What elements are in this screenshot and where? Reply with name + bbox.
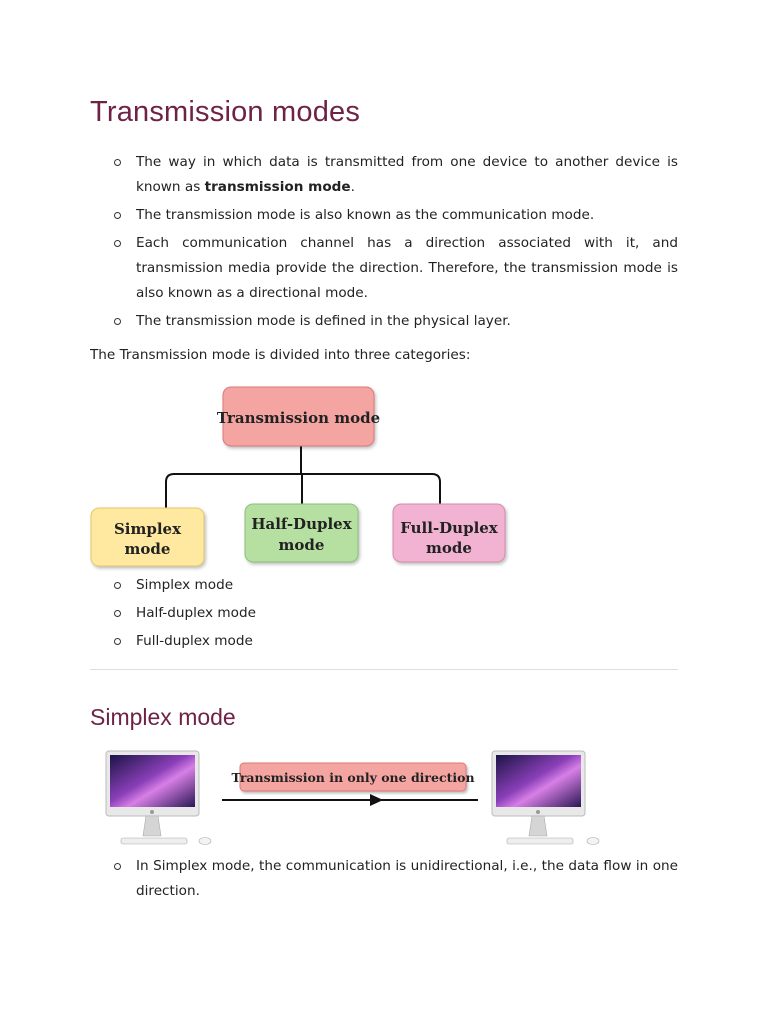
categories-intro: The Transmission mode is divided into three categories:: [90, 347, 471, 363]
sender-computer-icon: [106, 751, 211, 845]
bullet-text: The transmission mode is also known as the communication mode.: [136, 207, 595, 223]
bullet-text-end: .: [350, 179, 355, 195]
bullet-circle-icon: [114, 863, 121, 870]
full-duplex-node-label-1: Full-Duplex: [400, 519, 498, 537]
full-duplex-node-label-2: mode: [426, 539, 472, 557]
half-duplex-node-label-2: mode: [278, 536, 325, 554]
bullet-text: In Simplex mode, the communication is unidirectional, i.e., the data flow in one direction.: [136, 858, 678, 899]
bullet-text: Each communication channel has a direction associated with it, and transmission media provide the direction. Therefore, the transmission mode is also known as a directional mode.: [136, 235, 678, 301]
direction-label: Transmission in only one direction: [231, 770, 475, 785]
root-node-label: Transmission mode: [216, 409, 381, 427]
direction-arrow-icon: [370, 794, 383, 806]
bullet-bold-term: transmission mode: [204, 179, 351, 195]
bullet-text: The transmission mode is defined in the physical layer.: [136, 313, 511, 329]
mode-name: Full-duplex mode: [136, 633, 253, 649]
simplex-heading: Simplex mode: [90, 704, 236, 730]
list-item: [114, 854, 678, 904]
simplex-bullet-list: [114, 854, 678, 904]
receiver-computer-icon: [492, 751, 599, 845]
page-title: Transmission modes: [90, 96, 361, 128]
mode-name: Half-duplex mode: [136, 605, 256, 621]
simplex-node-label-2: mode: [124, 540, 171, 558]
half-duplex-node-label-1: Half-Duplex: [251, 515, 352, 533]
bullet-text: The way in which data is transmitted from one device to another device is known as: [136, 154, 678, 195]
simplex-node-label-1: Simplex: [113, 520, 182, 538]
mode-name: Simplex mode: [136, 577, 234, 593]
